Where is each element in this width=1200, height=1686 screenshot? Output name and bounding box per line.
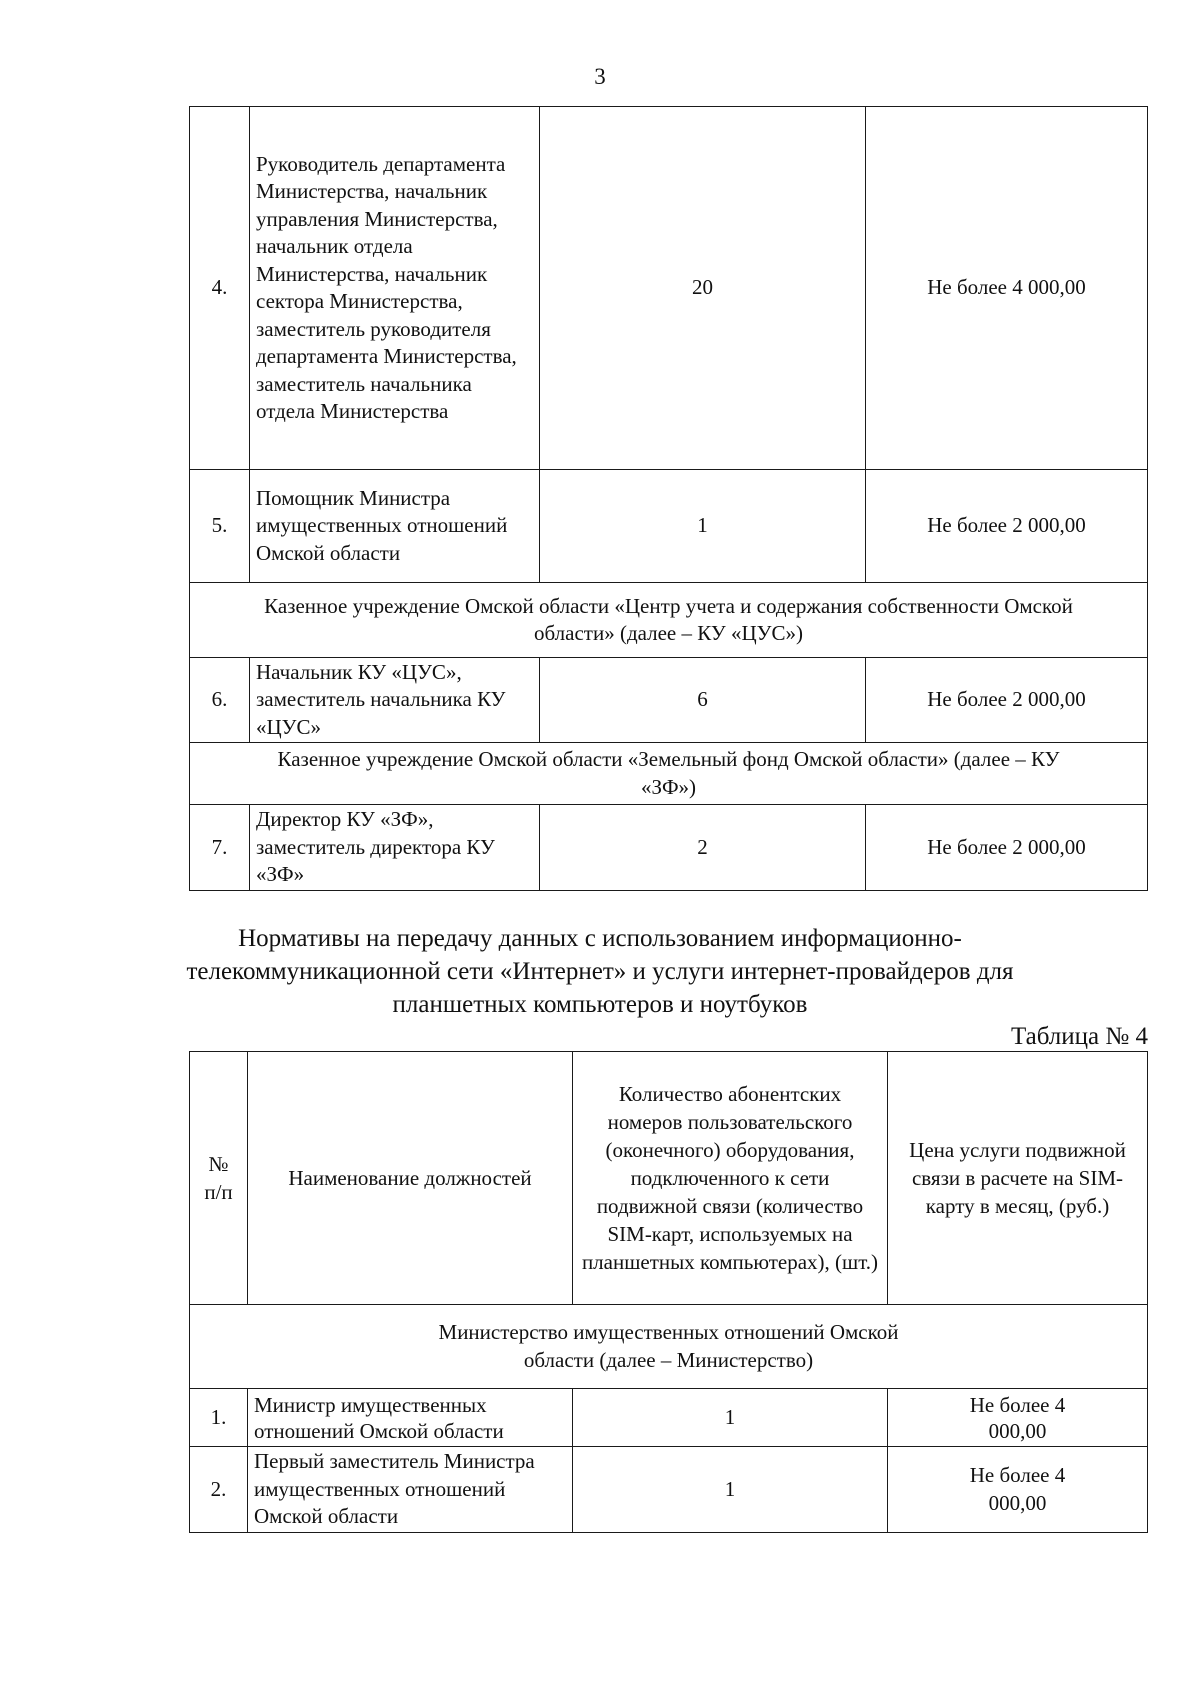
header-quantity: Количество абонентских номеров пользовательского (оконечного) оборудования, подключенного к сети подвижной связи (количество SIM-карт, используемых на планшетных компьютерах), (шт.): [573, 1052, 888, 1305]
section-row: [190, 583, 1148, 658]
position-name: Первый заместитель Министра имущественных отношений Омской области: [248, 1447, 573, 1533]
price-limit: Не более 2 000,00: [866, 805, 1148, 891]
row-number: 5.: [190, 470, 250, 583]
section-title-ministry: Министерство имущественных отношений Омской области (далее – Министерство): [190, 1305, 1148, 1389]
table-row: [190, 1389, 1148, 1447]
header-position: Наименование должностей: [248, 1052, 573, 1305]
section-title-cus: Казенное учреждение Омской области «Центр учета и содержания собственности Омской области» (далее – КУ «ЦУС»): [190, 583, 1148, 658]
header-price: Цена услуги подвижной связи в расчете на SIM-карту в месяц, (руб.): [888, 1052, 1148, 1305]
sim-quantity: 1: [540, 470, 866, 583]
price-limit: Не более 2 000,00: [866, 658, 1148, 743]
table-caption: Таблица № 4: [1010, 1023, 1148, 1050]
table-row: [190, 107, 1148, 470]
sim-quantity: 1: [573, 1389, 888, 1447]
price-limit: Не более 4 000,00: [888, 1389, 1148, 1447]
row-number: 6.: [190, 658, 250, 743]
row-number: 4.: [190, 107, 250, 470]
positions-table-continued: [189, 106, 1148, 891]
row-number: 7.: [190, 805, 250, 891]
section-row: [190, 1305, 1148, 1389]
row-number: 2.: [190, 1447, 248, 1533]
sim-quantity: 1: [573, 1447, 888, 1533]
header-number: № п/п: [190, 1052, 248, 1305]
sim-quantity: 6: [540, 658, 866, 743]
page-number: 3: [594, 64, 606, 89]
table-row: [190, 1447, 1148, 1533]
header-row: [190, 1052, 1148, 1305]
table-row: [190, 470, 1148, 583]
section-heading: Нормативы на передачу данных с использованием информационно-телекоммуникационной сети «Интернет» и услуги интернет-провайдеров для планшетных компьютеров и ноутбуков: [186, 925, 1014, 1018]
price-limit: Не более 4 000,00: [888, 1447, 1148, 1533]
position-name: Начальник КУ «ЦУС», заместитель начальника КУ «ЦУС»: [250, 658, 540, 743]
table-row: [190, 805, 1148, 891]
section-row: [190, 743, 1148, 805]
row-number: 1.: [190, 1389, 248, 1447]
position-name: Руководитель департамента Министерства, начальник управления Министерства, начальник отдела Министерства, начальник сектора Министерства, заместитель руководителя департамента Министерства, заместитель начальника отдела Министерства: [250, 107, 540, 470]
section-title-zf: Казенное учреждение Омской области «Земельный фонд Омской области» (далее – КУ «ЗФ»): [190, 743, 1148, 805]
sim-quantity: 2: [540, 805, 866, 891]
position-name: Директор КУ «ЗФ», заместитель директора КУ «ЗФ»: [250, 805, 540, 891]
internet-norms-table: [189, 1051, 1148, 1533]
table-row: [190, 658, 1148, 743]
price-limit: Не более 4 000,00: [866, 107, 1148, 470]
position-name: Помощник Министра имущественных отношений Омской области: [250, 470, 540, 583]
position-name: Министр имущественных отношений Омской области: [248, 1389, 573, 1447]
price-limit: Не более 2 000,00: [866, 470, 1148, 583]
sim-quantity: 20: [540, 107, 866, 470]
